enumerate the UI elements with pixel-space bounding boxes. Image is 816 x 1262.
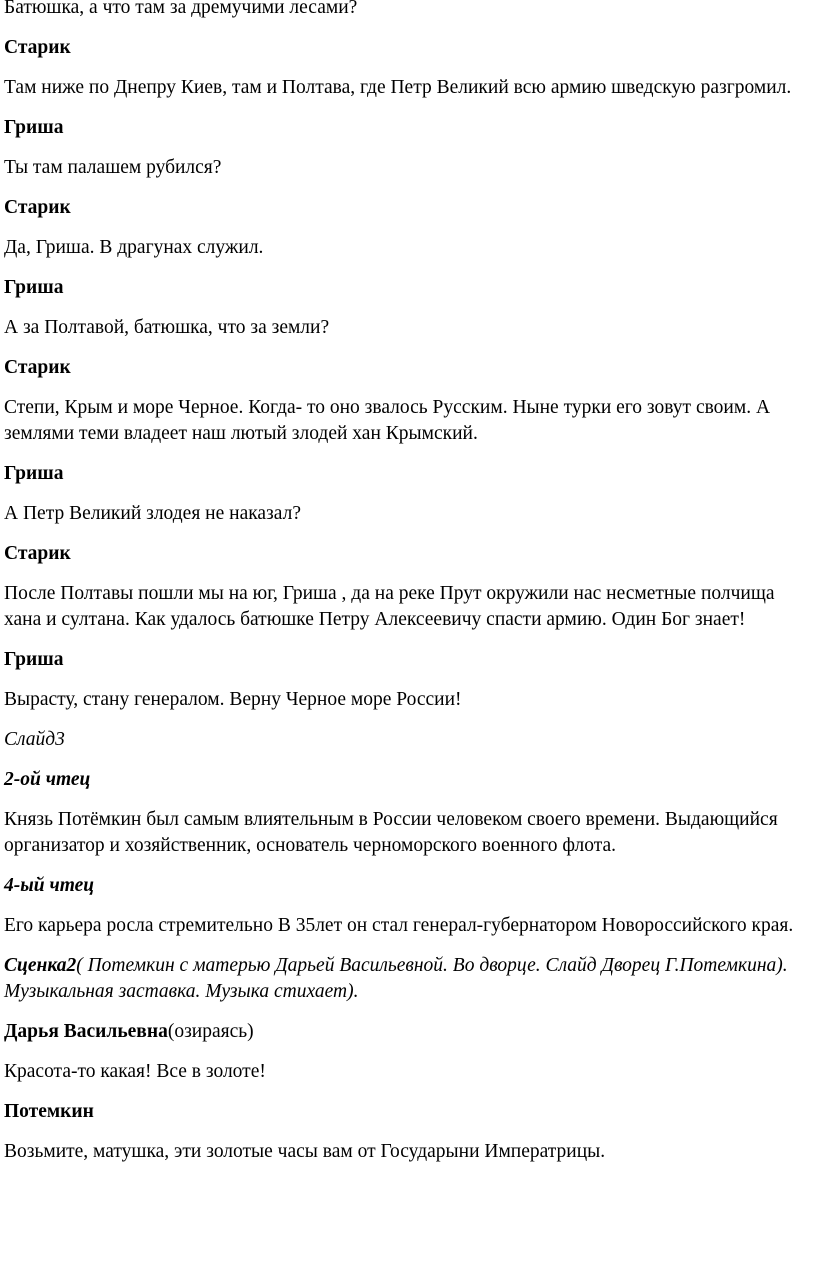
speaker-name: Дарья Васильевна: [4, 1021, 168, 1042]
dialogue-line: Батюшка, а что там за дремучими лесами?: [4, 0, 358, 18]
speaker-name: Старик: [4, 37, 71, 58]
dialogue-line: После Полтавы пошли мы на юг, Гриша , да на реке Прут окружили нас несметные полчища хана и султана. Как удалось батюшке Петру Алексеевичу спасти армию. Один Бог знает!: [4, 583, 775, 630]
dialogue-line: А Петр Великий злодея не наказал?: [4, 503, 301, 524]
scene-direction: [4, 953, 808, 1005]
dialogue-line: А за Полтавой, батюшка, что за земли?: [4, 317, 330, 338]
scene-description: ( Потемкин с матерью Дарьей Васильевной. Во дворце. Слайд Дворец Г.Потемкина). Музыкальная заставка. Музыка стихает).: [4, 955, 788, 1002]
dialogue-line: Да, Гриша. В драгунах служил.: [4, 237, 264, 258]
dialogue-line: Возьмите, матушка, эти золотые часы вам от Государыни Императрицы.: [4, 1141, 606, 1162]
stage-note: (озираясь): [167, 1021, 254, 1042]
reader-label: 4-ый чтец: [4, 875, 95, 896]
speaker-name: Старик: [4, 543, 71, 564]
slide-marker: Слайд3: [4, 729, 65, 750]
dialogue-line: Красота-то какая! Все в золоте!: [4, 1061, 266, 1082]
dialogue-line: Степи, Крым и море Черное. Когда- то оно звалось Русским. Ныне турки его зовут своим. А землями теми владеет наш лютый злодей хан Крымский.: [4, 397, 771, 444]
speaker-name: Гриша: [4, 117, 64, 138]
narration-line: Князь Потёмкин был самым влиятельным в России человеком своего времени. Выдающийся организатор и хозяйственник, основатель черноморского военного флота.: [4, 809, 778, 856]
dialogue-line: Вырасту, стану генералом. Верну Черное море России!: [4, 689, 462, 710]
speaker-name: Старик: [4, 357, 71, 378]
dialogue-line: Ты там палашем рубился?: [4, 157, 222, 178]
speaker-with-note: [4, 1019, 808, 1045]
speaker-name: Гриша: [4, 649, 64, 670]
speaker-name: Гриша: [4, 463, 64, 484]
speaker-name: Старик: [4, 197, 71, 218]
reader-label: 2-ой чтец: [4, 769, 91, 790]
scene-title: Сценка2: [4, 955, 77, 976]
narration-line: Его карьера росла стремительно В 35лет он стал генерал-губернатором Новороссийского края.: [4, 915, 794, 936]
dialogue-line: Там ниже по Днепру Киев, там и Полтава, где Петр Великий всю армию шведскую разгромил.: [4, 77, 792, 98]
speaker-name: Потемкин: [4, 1101, 94, 1122]
speaker-name: Гриша: [4, 277, 64, 298]
